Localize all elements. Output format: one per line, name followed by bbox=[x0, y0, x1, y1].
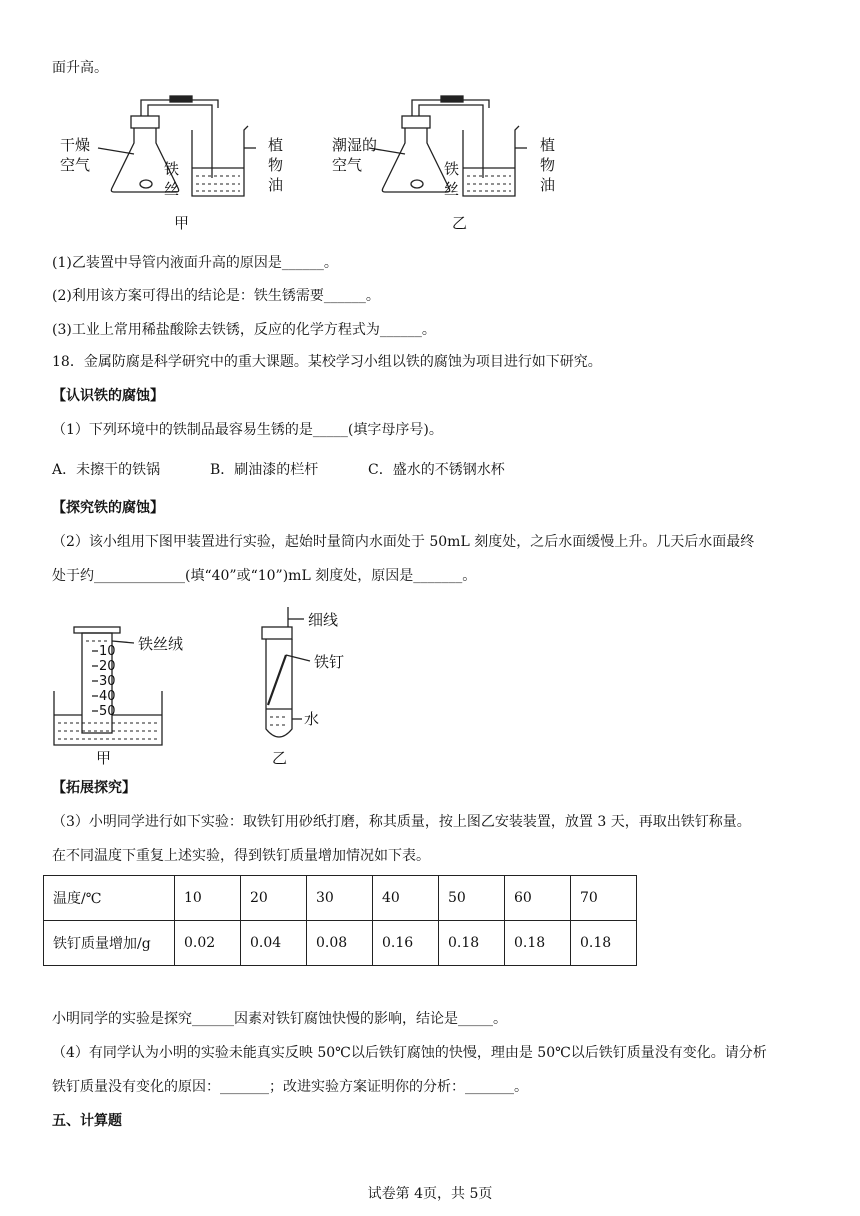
question-text: （3）小明同学进行如下实验：取铁钉用砂纸打磨，称其质量，按上图乙安装装置，放置 3 天，再取出铁钉称量。 bbox=[52, 814, 751, 830]
table-cell: 0.18 bbox=[439, 921, 505, 966]
svg-text:油: 油 bbox=[540, 176, 556, 194]
label-nail: 铁钉 bbox=[314, 653, 345, 671]
section-heading: 【拓展探究】 bbox=[52, 780, 136, 796]
svg-text:物: 物 bbox=[540, 156, 556, 174]
label-thread: 细线 bbox=[308, 611, 339, 629]
question-text: （2）该小组用下图甲装置进行实验，起始时量筒内水面处于 50mL 刻度处，之后水面缓慢上升。几天后水面最终 bbox=[52, 534, 755, 550]
label-wet-air: 潮湿的 bbox=[332, 136, 378, 154]
question-text: 小明同学的实验是探究______因素对铁钉腐蚀快慢的影响，结论是_____。 bbox=[52, 1011, 507, 1027]
figure-corrosion-apparatus bbox=[52, 605, 372, 770]
question-3: (3)工业上常用稀盐酸除去铁锈，反应的化学方程式为______。 bbox=[52, 322, 436, 338]
question-text: 在不同温度下重复上述实验，得到铁钉质量增加情况如下表。 bbox=[52, 848, 430, 864]
svg-text:丝: 丝 bbox=[164, 180, 180, 198]
table-cell: 0.02 bbox=[175, 921, 241, 966]
svg-text:植: 植 bbox=[540, 136, 556, 154]
question-4: （4）有同学认为小明的实验未能真实反映 50℃以后铁钉腐蚀的快慢，理由是 50℃以后铁钉质量没有变化。请分析 bbox=[52, 1045, 767, 1061]
table-row bbox=[44, 921, 637, 966]
tick-label: 40 bbox=[99, 689, 116, 704]
question-2: (2)利用该方案可得出的结论是：铁生锈需要______。 bbox=[52, 288, 380, 304]
table-cell: 10 bbox=[175, 876, 241, 921]
table-cell: 30 bbox=[307, 876, 373, 921]
text-line: 面升高。 bbox=[52, 60, 108, 76]
problem-18: 18．金属防腐是科学研究中的重大课题。某校学习小组以铁的腐蚀为项目进行如下研究。 bbox=[52, 354, 602, 370]
svg-text:物: 物 bbox=[268, 156, 284, 174]
option-c: C．盛水的不锈钢水杯 bbox=[368, 462, 505, 478]
label-steel-wool: 铁丝绒 bbox=[138, 635, 184, 653]
table-header-cell: 铁钉质量增加/g bbox=[44, 921, 175, 966]
question-1: (1)乙装置中导管内液面升高的原因是______。 bbox=[52, 255, 338, 271]
caption-yi: 乙 bbox=[452, 214, 468, 232]
label-iron-wire: 铁 bbox=[164, 160, 180, 178]
data-table bbox=[43, 875, 637, 966]
label-veg-oil: 植 bbox=[268, 136, 284, 154]
section-heading: 【认识铁的腐蚀】 bbox=[52, 388, 164, 404]
option-b: B．刷油漆的栏杆 bbox=[210, 462, 319, 478]
table-cell: 20 bbox=[241, 876, 307, 921]
table-row bbox=[44, 876, 637, 921]
svg-text:铁: 铁 bbox=[444, 160, 460, 178]
option-a: A．未擦干的铁锅 bbox=[52, 462, 161, 478]
caption-jia: 甲 bbox=[96, 749, 112, 767]
tick-label: 20 bbox=[99, 659, 116, 674]
tick-label: 50 bbox=[99, 704, 116, 719]
question-text: 处于约_____________(填“40”或“10”)mL 刻度处，原因是_______。 bbox=[52, 568, 477, 584]
label-water: 水 bbox=[304, 710, 320, 728]
table-cell: 40 bbox=[373, 876, 439, 921]
question-text: （1）下列环境中的铁制品最容易生锈的是_____(填字母序号)。 bbox=[52, 422, 443, 438]
section-title: 五、计算题 bbox=[52, 1113, 122, 1129]
table-cell: 60 bbox=[505, 876, 571, 921]
page-footer: 试卷第 4页，共 5页 bbox=[367, 1186, 493, 1202]
table-cell: 70 bbox=[571, 876, 637, 921]
label-dry-air: 干燥 bbox=[60, 136, 91, 154]
table-cell: 0.18 bbox=[571, 921, 637, 966]
caption-yi: 乙 bbox=[272, 749, 288, 767]
table-header-cell: 温度/℃ bbox=[44, 876, 175, 921]
section-heading: 【探究铁的腐蚀】 bbox=[52, 500, 164, 516]
table-cell: 0.18 bbox=[505, 921, 571, 966]
svg-text:空气: 空气 bbox=[332, 156, 363, 174]
svg-text:空气: 空气 bbox=[60, 156, 91, 174]
tick-label: 10 bbox=[99, 644, 116, 659]
table-cell: 0.04 bbox=[241, 921, 307, 966]
table-cell: 0.16 bbox=[373, 921, 439, 966]
svg-text:丝: 丝 bbox=[444, 180, 460, 198]
table-cell: 50 bbox=[439, 876, 505, 921]
svg-text:油: 油 bbox=[268, 176, 284, 194]
figure-rust-apparatus bbox=[52, 88, 592, 236]
table-cell: 0.08 bbox=[307, 921, 373, 966]
tick-label: 30 bbox=[99, 674, 116, 689]
caption-jia: 甲 bbox=[174, 214, 190, 232]
question-4-cont: 铁钉质量没有变化的原因：_______；改进实验方案证明你的分析：_______。 bbox=[52, 1079, 528, 1095]
